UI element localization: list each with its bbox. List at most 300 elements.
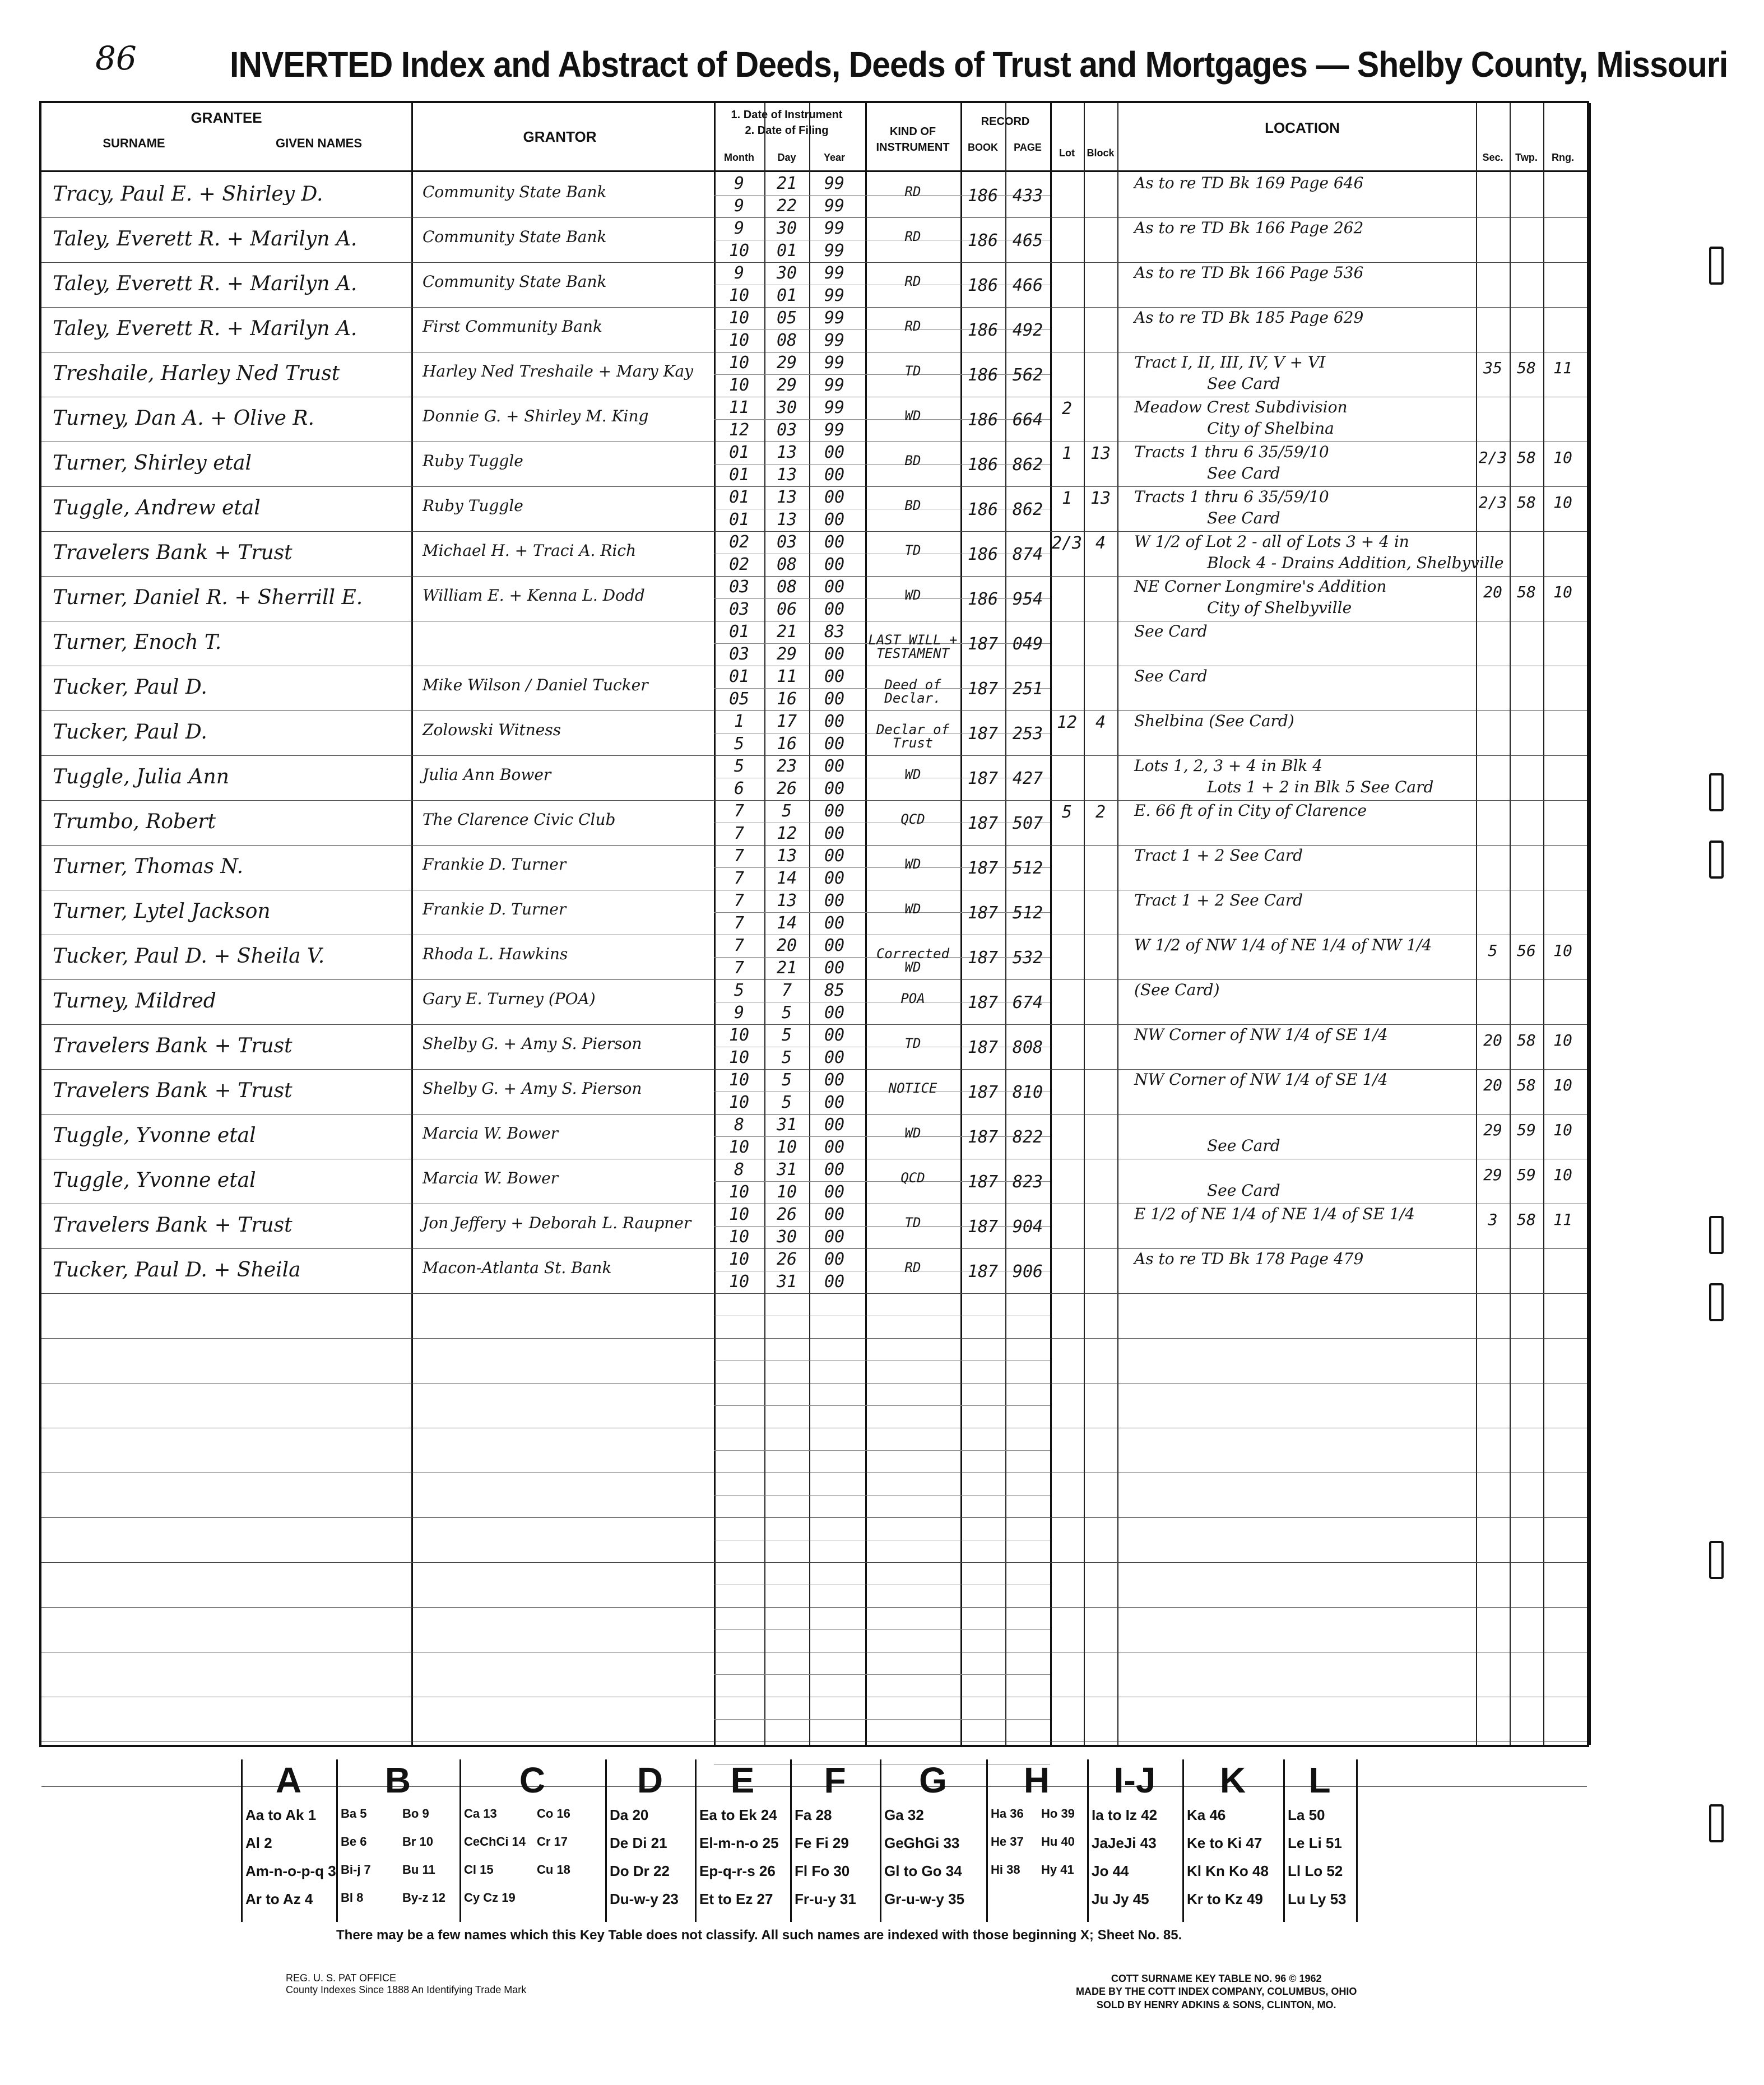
instrument-kind: Declar of Trust (876, 722, 950, 751)
key-letter: E (730, 1760, 755, 1800)
township: 58 (1517, 1031, 1536, 1050)
township: 58 (1517, 359, 1536, 377)
filing-date-part: 21 (776, 958, 797, 978)
instrument-date-part: 83 (824, 622, 845, 642)
record-page: 253 (1012, 724, 1043, 744)
row-subline (714, 1450, 1050, 1451)
record-page: 492 (1012, 321, 1043, 340)
lot-header: Lot (1059, 147, 1075, 159)
row-line (41, 307, 1587, 308)
record-book: 187 (967, 993, 999, 1013)
key-letter: F (824, 1760, 846, 1800)
filing-date-part: 01 (776, 286, 797, 305)
record-page: 862 (1012, 455, 1043, 475)
lot: 12 (1056, 713, 1078, 732)
instrument-date-part: 31 (776, 1115, 797, 1135)
instrument-date-part: 99 (824, 219, 845, 238)
instrument-date-part: 00 (824, 577, 845, 597)
record-book: 186 (967, 365, 999, 385)
filing-date-part: 10 (728, 1182, 750, 1202)
filing-date-part: 08 (776, 555, 797, 574)
filing-date-part: 00 (824, 958, 845, 978)
key-entry: Ca 13 (464, 1807, 497, 1821)
grantee-name: Turney, Mildred (53, 990, 216, 1013)
filing-date-part: 22 (776, 196, 797, 216)
range: 10 (1553, 448, 1572, 467)
row-subline (714, 1360, 1050, 1361)
lot: 2/3 (1051, 533, 1083, 553)
filing-date-part: 5 (781, 1003, 792, 1023)
instrument-date-part: 13 (776, 443, 797, 462)
filing-date-part: 10 (776, 1182, 797, 1202)
grantor-name: Frankie D. Turner (423, 855, 567, 874)
instrument-date-part: 85 (824, 981, 845, 1000)
instrument-date-part: 7 (734, 936, 745, 955)
record-book: 187 (967, 1217, 999, 1237)
instrument-date-part: 00 (824, 1025, 845, 1045)
record-book: 186 (967, 276, 999, 295)
key-column-divider (1356, 1759, 1358, 1922)
filing-date-part: 13 (776, 465, 797, 485)
row-subline (714, 1405, 1050, 1406)
record-book: 187 (967, 1127, 999, 1147)
key-entry: Be 6 (341, 1835, 367, 1849)
location-line-1: As to re TD Bk 178 Page 479 (1134, 1250, 1364, 1268)
location-line-1: As to re TD Bk 185 Page 629 (1134, 308, 1364, 327)
instrument-date-part: 11 (728, 398, 750, 417)
block: 13 (1090, 444, 1111, 463)
filing-date-part: 9 (734, 1003, 745, 1023)
grantee-name: Tuggle, Yvonne etal (53, 1124, 256, 1147)
filing-date-part: 10 (728, 1137, 750, 1157)
grantor-name: Shelby G. + Amy S. Pierson (423, 1079, 642, 1098)
instrument-date-part: 00 (824, 712, 845, 731)
grantee-name: Turner, Shirley etal (53, 452, 252, 475)
key-entry: Ke to Ki 47 (1187, 1835, 1262, 1851)
filing-date-part: 00 (824, 824, 845, 843)
row-subline (714, 1719, 1050, 1720)
filing-date-part: 00 (824, 734, 845, 754)
instrument-date-part: 03 (776, 532, 797, 552)
instrument-date-part: 26 (776, 1250, 797, 1269)
location-line-1: Tract 1 + 2 See Card (1134, 891, 1303, 909)
key-entry: Bo 9 (402, 1807, 429, 1821)
key-entry: He 37 (991, 1835, 1024, 1849)
instrument-kind: TD (904, 1035, 921, 1051)
instrument-date-part: 8 (734, 1115, 745, 1135)
filing-date-part: 7 (734, 913, 745, 933)
township: 58 (1517, 1076, 1536, 1094)
instrument-date-part: 05 (776, 308, 797, 328)
section: 35 (1483, 359, 1502, 377)
footer-publisher (1076, 1972, 1357, 2012)
grantee-name: Turney, Dan A. + Olive R. (53, 407, 314, 430)
key-letter: H (1023, 1760, 1050, 1800)
col-divider (1005, 103, 1006, 1745)
instrument-kind: RD (904, 229, 921, 244)
filing-date-part: 00 (824, 555, 845, 574)
key-entry: Br 10 (402, 1835, 434, 1849)
grantee-name: Turner, Thomas N. (53, 855, 244, 878)
key-entry: Hy 41 (1041, 1863, 1074, 1877)
instrument-kind: RD (904, 273, 921, 289)
instrument-date-part: 7 (734, 846, 745, 866)
record-page: 674 (1012, 993, 1043, 1013)
grantee-name: Turner, Daniel R. + Sherrill E. (53, 586, 363, 609)
key-entry: Hu 40 (1041, 1835, 1075, 1849)
record-page: 465 (1012, 231, 1043, 250)
filing-date-part: 00 (824, 600, 845, 619)
key-note: There may be a few names which this Key Table does not classify. All such names are indexed with those beginning X; Sheet No. 85. (336, 1928, 1182, 1943)
key-entry: Ep-q-r-s 26 (699, 1863, 776, 1879)
filing-date-part: 00 (824, 510, 845, 530)
location-line-1: See Card (1134, 622, 1208, 640)
twp-header: Twp. (1515, 152, 1538, 163)
instrument-kind: BD (904, 453, 921, 468)
record-page: 512 (1012, 858, 1043, 878)
row-line (41, 1293, 1587, 1294)
grantor-name: Community State Bank (423, 272, 607, 291)
section: 5 (1488, 941, 1498, 960)
instrument-date-part: 7 (781, 981, 792, 1000)
range: 11 (1553, 359, 1572, 377)
location-line-2: See Card (1207, 509, 1280, 527)
block: 4 (1095, 533, 1106, 553)
record-book: 187 (967, 948, 999, 968)
record-page: 466 (1012, 276, 1043, 295)
filing-date-part: 10 (776, 1137, 797, 1157)
instrument-date-part: 01 (728, 487, 750, 507)
location-line-2: See Card (1207, 374, 1280, 393)
key-entry: Al 2 (245, 1835, 272, 1851)
filing-date-part: 00 (824, 1137, 845, 1157)
row-line (41, 1114, 1587, 1115)
instrument-date-part: 00 (824, 891, 845, 911)
key-entry: Ea to Ek 24 (699, 1807, 777, 1823)
township: 58 (1517, 583, 1536, 601)
range: 10 (1553, 493, 1572, 512)
filing-date-part: 10 (728, 331, 750, 350)
instrument-date-part: 5 (781, 1025, 792, 1045)
record-page: 512 (1012, 903, 1043, 923)
tab-mark (1709, 1541, 1724, 1579)
record-book: 187 (967, 1038, 999, 1057)
header-bottom-line (41, 170, 1587, 172)
location-line-1: Shelbina (See Card) (1134, 712, 1294, 730)
key-entry: Ho 39 (1041, 1807, 1075, 1821)
grantee-name: Taley, Everett R. + Marilyn A. (53, 317, 358, 340)
location-line-1: Lots 1, 2, 3 + 4 in Blk 4 (1134, 756, 1323, 775)
location-line-2: See Card (1207, 1181, 1280, 1200)
filing-date-part: 06 (776, 600, 797, 619)
grantor-name: Frankie D. Turner (423, 900, 567, 918)
filing-date-part: 99 (824, 196, 845, 216)
location-line-2: City of Shelbyville (1207, 598, 1352, 617)
instrument-kind: RD (904, 184, 921, 199)
instrument-date-part: 10 (728, 1205, 750, 1224)
location-line-1: NW Corner of NW 1/4 of SE 1/4 (1134, 1070, 1388, 1089)
record-book: 187 (967, 769, 999, 788)
instrument-kind: WD (904, 856, 921, 872)
instrument-kind: LAST WILL + TESTAMENT (868, 632, 958, 661)
instrument-date-part: 21 (776, 174, 797, 193)
instrument-date-part: 00 (824, 936, 845, 955)
instrument-date-part: 17 (776, 712, 797, 731)
filing-date-part: 6 (734, 779, 745, 798)
page-header: PAGE (1014, 142, 1042, 153)
key-entry: La 50 (1288, 1807, 1325, 1823)
instrument-date-part: 00 (824, 1160, 845, 1180)
key-entry: Am-n-o-p-q 3 (245, 1863, 336, 1879)
record-page: 664 (1012, 410, 1043, 430)
grantee-name: Tucker, Paul D. (53, 721, 207, 744)
location-header: LOCATION (1265, 119, 1340, 136)
filing-date-part: 13 (776, 510, 797, 530)
col-divider (1543, 103, 1544, 1745)
filing-date-part: 5 (781, 1093, 792, 1112)
grantor-name: William E. + Kenna L. Dodd (423, 586, 645, 605)
key-entry: Ga 32 (884, 1807, 924, 1823)
block: 2 (1095, 802, 1106, 822)
instrument-date-part: 10 (728, 1025, 750, 1045)
record-page: 906 (1012, 1262, 1043, 1281)
instrument-kind: QCD (900, 811, 925, 827)
row-line (41, 1517, 1587, 1518)
surname-key-table (241, 1759, 1406, 1922)
instrument-date-part: 10 (728, 353, 750, 373)
filing-date-part: 5 (734, 734, 745, 754)
instrument-date-part: 13 (776, 891, 797, 911)
location-line-1: Meadow Crest Subdivision (1134, 398, 1348, 416)
instrument-date-part: 5 (734, 981, 745, 1000)
record-book: 186 (967, 455, 999, 475)
instrument-date-part: 00 (824, 756, 845, 776)
instrument-date-part: 1 (734, 712, 745, 731)
grantee-name: Travelers Bank + Trust (53, 1034, 293, 1057)
filing-date-part: 9 (734, 196, 745, 216)
filing-date-part: 7 (734, 958, 745, 978)
instrument-kind: QCD (900, 1170, 925, 1186)
grantor-name: First Community Bank (423, 317, 602, 336)
grantor-name: Macon-Atlanta St. Bank (423, 1259, 612, 1277)
record-book: 187 (967, 1172, 999, 1192)
key-entry: Ll Lo 52 (1288, 1863, 1343, 1879)
record-book: 186 (967, 410, 999, 430)
filing-date-part: 7 (734, 869, 745, 888)
lot: 2 (1061, 399, 1073, 419)
township: 56 (1517, 941, 1536, 960)
record-book: 187 (967, 724, 999, 744)
record-book: 186 (967, 545, 999, 564)
filing-date-part: 00 (824, 869, 845, 888)
record-page: 049 (1012, 634, 1043, 654)
instrument-kind: BD (904, 498, 921, 513)
record-book: 187 (967, 1262, 999, 1281)
instrument-kind: POA (900, 991, 925, 1006)
grantor-name: The Clarence Civic Club (423, 810, 616, 829)
grantor-name: Jon Jeffery + Deborah L. Raupner (423, 1214, 691, 1232)
footer-reg: REG. U. S. PAT OFFICE (286, 1972, 397, 1984)
instrument-date-part: 10 (728, 1250, 750, 1269)
key-entry: Fr-u-y 31 (795, 1891, 856, 1907)
row-line (41, 262, 1587, 263)
row-line (41, 1607, 1587, 1608)
instrument-date-part: 01 (728, 622, 750, 642)
range: 10 (1553, 1031, 1572, 1050)
instrument-date-part: 5 (734, 756, 745, 776)
instrument-date-part: 99 (824, 174, 845, 193)
col-divider (1117, 103, 1118, 1745)
sec-header: Sec. (1482, 152, 1503, 163)
grantee-name: Tuggle, Andrew etal (53, 496, 261, 519)
record-page: 954 (1012, 589, 1043, 609)
row-line (41, 1248, 1587, 1249)
filing-date-part: 10 (728, 241, 750, 261)
filing-date-part: 01 (728, 510, 750, 530)
tab-mark (1709, 840, 1724, 879)
key-entry: Ar to Az 4 (245, 1891, 313, 1907)
instrument-kind: Deed of Declar. (884, 677, 941, 706)
row-line (41, 755, 1587, 756)
key-entry: By-z 12 (402, 1891, 446, 1905)
filing-date-part: 12 (728, 420, 750, 440)
instrument-date-part: 8 (734, 1160, 745, 1180)
row-line (41, 486, 1587, 487)
col-divider (1084, 103, 1085, 1745)
township: 58 (1517, 1210, 1536, 1229)
key-letter: G (919, 1760, 947, 1800)
filing-date-part: 00 (824, 465, 845, 485)
key-entry: Bl 8 (341, 1891, 364, 1905)
filing-date-part: 00 (824, 1182, 845, 1202)
grantor-name: Shelby G. + Amy S. Pierson (423, 1034, 642, 1053)
filing-date-part: 16 (776, 689, 797, 709)
row-line (41, 1069, 1587, 1070)
record-book: 187 (967, 903, 999, 923)
township: 59 (1517, 1165, 1536, 1184)
filing-date-part: 10 (728, 1048, 750, 1067)
grantor-name: Mike Wilson / Daniel Tucker (423, 676, 648, 694)
filing-date-part: 01 (728, 465, 750, 485)
instrument-date-part: 30 (776, 263, 797, 283)
key-letter: I-J (1113, 1760, 1156, 1800)
range: 10 (1553, 1076, 1572, 1094)
location-line-1: (See Card) (1134, 981, 1220, 999)
book-header: BOOK (968, 142, 998, 153)
grantee-name: Tucker, Paul D. (53, 676, 207, 699)
key-letter: L (1308, 1760, 1331, 1800)
instrument-kind: Corrected WD (876, 946, 950, 975)
instrument-date-part: 99 (824, 398, 845, 417)
grantee-name: Travelers Bank + Trust (53, 1079, 293, 1102)
lot: 5 (1061, 802, 1073, 822)
key-entry: Do Dr 22 (610, 1863, 670, 1879)
filing-date-part: 29 (776, 644, 797, 664)
range: 10 (1553, 1165, 1572, 1184)
instrument-date-part: 01 (728, 667, 750, 686)
grantee-name: Taley, Everett R. + Marilyn A. (53, 272, 358, 295)
filing-date-part: 03 (728, 600, 750, 619)
surname-header: SURNAME (103, 136, 165, 150)
filing-date-part: 99 (824, 331, 845, 350)
key-entry: Cy Cz 19 (464, 1891, 516, 1905)
record-header: RECORD (981, 115, 1030, 128)
record-page: 810 (1012, 1083, 1043, 1102)
year-header: Year (823, 152, 846, 163)
lot: 1 (1061, 489, 1073, 508)
record-book: 187 (967, 679, 999, 699)
location-line-2: Block 4 - Drains Addition, Shelbyville (1207, 554, 1504, 572)
record-page: 822 (1012, 1127, 1043, 1147)
filing-date-part: 00 (824, 1093, 845, 1112)
grantee-name: Tracy, Paul E. + Shirley D. (53, 183, 323, 206)
location-line-1: As to re TD Bk 166 Page 262 (1134, 219, 1364, 237)
filing-date-part: 10 (728, 286, 750, 305)
filing-date-part: 00 (824, 689, 845, 709)
record-page: 904 (1012, 1217, 1043, 1237)
key-entry: Le Li 51 (1288, 1835, 1342, 1851)
instrument-date-part: 9 (734, 174, 745, 193)
block: 13 (1090, 489, 1111, 508)
record-page: 562 (1012, 365, 1043, 385)
key-entry: Bi-j 7 (341, 1863, 371, 1877)
filing-date-part: 08 (776, 331, 797, 350)
grantor-name: Ruby Tuggle (423, 496, 523, 515)
instrument-date-part: 00 (824, 487, 845, 507)
record-book: 186 (967, 500, 999, 519)
range: 10 (1553, 583, 1572, 601)
location-line-2: See Card (1207, 1136, 1280, 1155)
block-header: Block (1087, 147, 1115, 159)
instrument-kind: RD (904, 318, 921, 334)
instrument-date-part: 00 (824, 667, 845, 686)
instrument-date-part: 00 (824, 1205, 845, 1224)
grantor-name: Marcia W. Bower (423, 1124, 559, 1143)
key-entry: Kl Kn Ko 48 (1187, 1863, 1269, 1879)
record-page: 251 (1012, 679, 1043, 699)
township: 58 (1517, 493, 1536, 512)
instrument-date-part: 21 (776, 622, 797, 642)
footer-trademark (286, 1972, 526, 1996)
key-letter: D (637, 1760, 663, 1800)
tab-mark (1709, 247, 1724, 285)
location-line-2: Lots 1 + 2 in Blk 5 See Card (1207, 778, 1434, 796)
instrument-kind: WD (904, 901, 921, 917)
grantee-name: Tucker, Paul D. + Sheila V. (53, 945, 325, 968)
key-entry: Hi 38 (991, 1863, 1020, 1877)
section: 20 (1483, 1076, 1502, 1094)
instrument-date-part: 08 (776, 577, 797, 597)
location-line-1: W 1/2 of NW 1/4 of NE 1/4 of NW 1/4 (1134, 936, 1432, 954)
record-book: 187 (967, 634, 999, 654)
key-entry: Kr to Kz 49 (1187, 1891, 1263, 1907)
filing-date-part: 14 (776, 869, 797, 888)
tab-mark (1709, 1283, 1724, 1321)
instrument-kind: RD (904, 1260, 921, 1275)
location-line-1: W 1/2 of Lot 2 - all of Lots 3 + 4 in (1134, 532, 1409, 551)
row-line (41, 576, 1587, 577)
filing-date-part: 14 (776, 913, 797, 933)
instrument-kind: TD (904, 542, 921, 558)
grantor-name: Julia Ann Bower (423, 765, 551, 784)
key-entry: De Di 21 (610, 1835, 667, 1851)
row-subline (714, 1629, 1050, 1630)
dates-header-2: 2. Date of Filing (745, 124, 829, 137)
location-line-1: See Card (1134, 667, 1208, 685)
filing-date-part: 05 (728, 689, 750, 709)
instrument-date-part: 00 (824, 801, 845, 821)
instrument-kind: WD (904, 767, 921, 782)
